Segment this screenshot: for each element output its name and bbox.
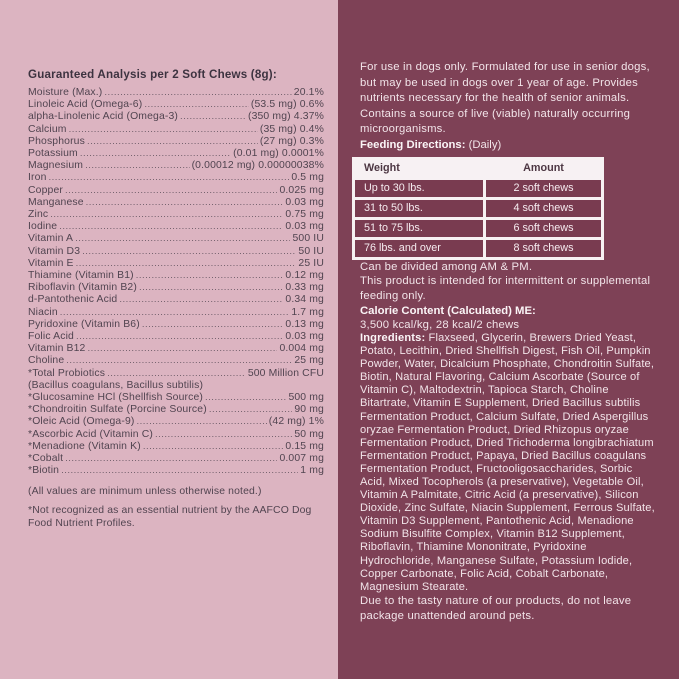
nutrient-value: 500 mg [288, 392, 324, 404]
nutrient-value: (0.00012 mg) 0.00000038% [191, 160, 324, 172]
nutrient-list [28, 87, 324, 478]
nutrient-row [28, 233, 324, 245]
amount-cell: 4 soft chews [486, 200, 601, 217]
col-header-weight: Weight [364, 161, 400, 174]
nutrient-row [28, 441, 324, 453]
nutrient-row [28, 368, 324, 380]
nutrient-value: (0.01 mg) 0.0001% [233, 148, 324, 160]
nutrient-label: Phosphorus [28, 135, 85, 147]
nutrient-value: 0.33 mg [285, 282, 324, 294]
dot-leader [144, 99, 249, 111]
nutrient-label: Folic Acid [28, 331, 74, 343]
nutrient-row [28, 87, 324, 99]
nutrient-label: Manganese [28, 196, 84, 208]
nutrient-label: *Ascorbic Acid (Vitamin C) [28, 428, 153, 440]
nutrient-label: *Biotin [28, 465, 60, 477]
supplemental-feeding-note: This product is intended for intermittent or supplemental feeding only. [360, 274, 651, 302]
guaranteed-analysis-title: Guaranteed Analysis per 2 Soft Chews (8g): [28, 68, 277, 81]
nutrient-row [28, 209, 324, 221]
amount-cell: 8 soft chews [486, 240, 601, 257]
dot-leader [142, 319, 284, 331]
feeding-table-row [355, 240, 601, 257]
nutrient-value: 50 mg [294, 428, 324, 440]
divided-note: Can be divided among AM & PM. [360, 260, 533, 273]
nutrient-row [28, 319, 324, 331]
dot-leader [139, 282, 283, 294]
nutrient-value: 0.007 mg [279, 453, 324, 465]
nutrient-label: Zinc [28, 209, 49, 221]
dot-leader [209, 404, 293, 416]
guaranteed-analysis-panel [0, 0, 338, 679]
nutrient-label: Pyridoxine (Vitamin B6) [28, 318, 140, 330]
nutrient-value: 0.025 mg [279, 184, 324, 196]
dot-leader [80, 148, 231, 160]
nutrient-value: 20.1% [293, 87, 324, 98]
nutrient-value: (35 mg) 0.4% [259, 123, 324, 135]
nutrient-value: 0.03 mg [285, 196, 324, 208]
dot-leader [136, 270, 284, 282]
weight-cell: Up to 30 lbs. [355, 180, 483, 197]
nutrient-row [28, 429, 324, 441]
nutrient-label: Iodine [28, 221, 58, 233]
nutrient-label: *Oleic Acid (Omega-9) [28, 416, 135, 428]
nutrient-label: *Total Probiotics [28, 367, 106, 379]
nutrient-value: 25 mg [294, 355, 324, 367]
nutrient-row [28, 185, 324, 197]
nutrient-value: 90 mg [294, 404, 324, 416]
nutrient-label: Vitamin D3 [28, 245, 81, 257]
nutrient-label: (Bacillus coagulans, Bacillus subtilis) [28, 379, 204, 391]
feeding-directions-daily: (Daily) [465, 138, 502, 151]
nutrient-value: 0.13 mg [285, 318, 324, 330]
ingredients-paragraph [360, 332, 655, 594]
usage-intro: For use in dogs only. Formulated for use in senior dogs, but may be used in dogs over 1 year of age. Provides nutrients necessary for the health of senior animals. Contains a source of live (viable) naturally occurring microorganisms. [360, 61, 650, 136]
dot-leader [76, 331, 283, 343]
nutrient-value: 1.7 mg [291, 306, 324, 318]
dot-leader [180, 111, 246, 123]
nutrient-label: Riboflavin (Vitamin B2) [28, 282, 137, 294]
nutrient-label: Vitamin B12 [28, 343, 86, 355]
nutrient-value: 0.03 mg [285, 221, 324, 233]
nutrient-row [28, 136, 324, 148]
nutrient-row [28, 221, 324, 233]
dot-leader [86, 197, 284, 209]
nutrient-value: 0.75 mg [285, 209, 324, 221]
nutrient-row [28, 307, 324, 319]
dot-leader [50, 209, 283, 221]
dot-leader [137, 416, 267, 428]
package-warning: Due to the tasty nature of our products, do not leave package unattended around pets. [360, 594, 632, 622]
feeding-table-row [355, 180, 601, 197]
nutrient-row [28, 160, 324, 172]
nutrient-value: 500 Million CFU [247, 367, 324, 379]
nutrient-row [28, 197, 324, 209]
nutrient-row [28, 111, 324, 123]
feeding-table [352, 157, 604, 260]
nutrient-row [28, 270, 324, 282]
minimum-values-note: (All values are minimum unless otherwise noted.) [28, 485, 262, 497]
dot-leader [66, 355, 292, 367]
nutrient-value: (27 mg) 0.3% [259, 135, 324, 147]
nutrient-row [28, 246, 324, 258]
amount-cell: 6 soft chews [486, 220, 601, 237]
dot-leader [76, 258, 297, 270]
nutrient-value: 500 IU [292, 233, 324, 245]
dot-leader [69, 124, 258, 136]
nutrient-label: *Cobalt [28, 453, 64, 465]
nutrient-value: 0.34 mg [285, 294, 324, 306]
col-header-amount: Amount [523, 161, 564, 174]
nutrient-value: 0.004 mg [279, 343, 324, 355]
nutrient-row [28, 331, 324, 343]
nutrient-row [28, 453, 324, 465]
nutrient-label: Copper [28, 184, 63, 196]
nutrient-row [28, 294, 324, 306]
dot-leader [49, 172, 290, 184]
feeding-directions-label: Feeding Directions: [360, 138, 466, 151]
calorie-content-heading: Calorie Content (Calculated) ME: [360, 304, 536, 317]
dot-leader [60, 307, 290, 319]
nutrient-row [28, 355, 324, 367]
dot-leader [87, 343, 277, 355]
nutrient-value: 0.03 mg [285, 331, 324, 343]
nutrient-row [28, 148, 324, 160]
nutrient-row [28, 99, 324, 111]
nutrient-value: (42 mg) 1% [268, 416, 324, 428]
nutrient-label: Iron [28, 172, 47, 184]
dot-leader [155, 429, 292, 441]
nutrient-value: (53.5 mg) 0.6% [250, 99, 324, 111]
feeding-table-row [355, 220, 601, 237]
dot-leader [75, 233, 290, 245]
dot-leader [119, 294, 283, 306]
nutrient-value: 0.15 mg [285, 440, 324, 452]
nutrient-row [28, 258, 324, 270]
aafco-note: *Not recognized as an essential nutrient by the AAFCO Dog Food Nutrient Profiles. [28, 505, 312, 529]
nutrient-row [28, 380, 324, 392]
nutrient-row [28, 343, 324, 355]
ingredients-text: Flaxseed, Glycerin, Brewers Dried Yeast, Potato, Lecithin, Dried Shellfish Digest, Fish Oil, Pumpkin Powder, Water, Dicalcium Phosphate, Chondroitin Sulfate, Biotin, Natural Flavoring, Calcium Ascorbate (Source of Vitamin C), Maltodextrin, Tapioca Starch, Choline Bitartrate, Vitamin E Supplement, Dried Bacillus subtilis Fermentation Product, Calcium Sulfate, Dried Aspergillus oryzae Fermentation Product, Dried Rhizopus oryzae Fermentation Product, Dried Trichoderma longibrachiatum Fermentation Product, Papaya, Dried Bacillus coagulans Fermentation Product, Fructooligosaccharides, Sorbic Acid, Mixed Tocopherols (a preservative), Vegetable Oil, Vitamin A Palmitate, Citric Acid (a preservative), Silicon Dioxide, Zinc Sulfate, Niacin Supplement, Ferrous Sulfate, Vitamin D3 Supplement, Pantothenic Acid, Menadione Sodium Bisulfite Complex, Vitamin B12 Supplement, Riboflavin, Thiamine Mononitrate, Pyridoxine Hydrochloride, Manganese Sulfate, Potassium Iodide, Copper Carbonate, Folic Acid, Cobalt Carbonate, Magnesium Stearate. [360, 331, 655, 593]
nutrient-label: Calcium [28, 123, 67, 135]
weight-cell: 76 lbs. and over [355, 240, 483, 257]
nutrient-row [28, 416, 324, 428]
weight-cell: 31 to 50 lbs. [355, 200, 483, 217]
nutrient-value: 0.5 mg [291, 172, 324, 184]
dot-leader [59, 221, 283, 233]
nutrient-value: 0.12 mg [285, 270, 324, 282]
nutrient-value: (350 mg) 4.37% [247, 111, 324, 123]
nutrient-label: Thiamine (Vitamin B1) [28, 270, 134, 282]
dot-leader [87, 136, 258, 148]
nutrient-label: *Menadione (Vitamin K) [28, 440, 141, 452]
nutrient-label: Choline [28, 355, 65, 367]
amount-cell: 2 soft chews [486, 180, 601, 197]
dot-leader [65, 185, 277, 197]
nutrient-label: Moisture (Max.) [28, 87, 103, 98]
nutrient-label: d-Pantothenic Acid [28, 294, 118, 306]
feeding-table-header [355, 160, 601, 177]
nutrient-label: alpha-Linolenic Acid (Omega-3) [28, 111, 179, 123]
nutrient-label: *Glucosamine HCl (Shellfish Source) [28, 392, 204, 404]
nutrient-label: Magnesium [28, 160, 84, 172]
dot-leader [104, 87, 291, 99]
feeding-table-row [355, 200, 601, 217]
directions-panel [338, 0, 679, 679]
nutrient-row [28, 465, 324, 477]
nutrient-label: Niacin [28, 306, 58, 318]
ingredients-label: Ingredients: [360, 331, 426, 344]
calorie-content-value: 3,500 kcal/kg, 28 kcal/2 chews [360, 318, 520, 331]
nutrient-value: 50 IU [298, 245, 324, 257]
dot-leader [107, 368, 246, 380]
weight-cell: 51 to 75 lbs. [355, 220, 483, 237]
nutrient-row [28, 404, 324, 416]
nutrient-value: 1 mg [300, 465, 324, 477]
dot-leader [85, 160, 190, 172]
nutrient-row [28, 282, 324, 294]
dot-leader [65, 453, 277, 465]
nutrient-label: Potassium [28, 148, 78, 160]
dot-leader [205, 392, 286, 404]
dot-leader [61, 465, 298, 477]
nutrient-value: 25 IU [298, 257, 324, 269]
nutrient-row [28, 124, 324, 136]
feeding-table-body [355, 180, 601, 257]
nutrient-label: Vitamin A [28, 233, 74, 245]
dot-leader [82, 246, 296, 258]
nutrient-label: Linoleic Acid (Omega-6) [28, 99, 143, 111]
nutrient-row [28, 172, 324, 184]
nutrient-row [28, 392, 324, 404]
feeding-directions-heading [360, 138, 655, 152]
nutrient-label: Vitamin E [28, 257, 74, 269]
dot-leader [143, 441, 284, 453]
nutrient-label: *Chondroitin Sulfate (Porcine Source) [28, 404, 207, 416]
